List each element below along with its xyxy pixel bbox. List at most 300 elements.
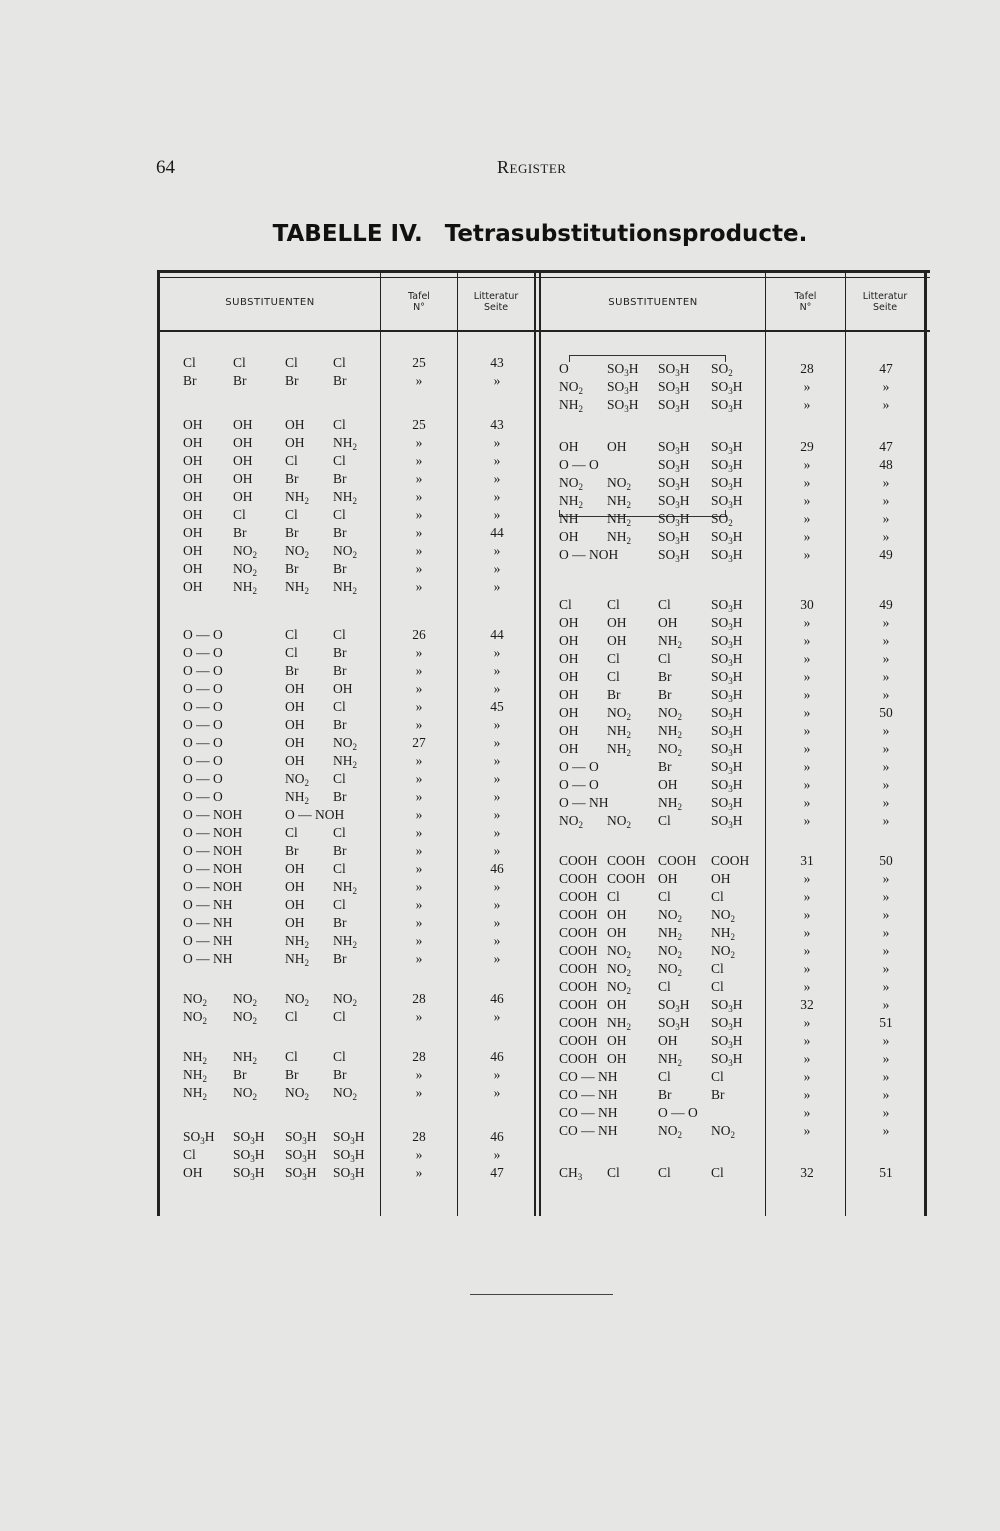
substituent-cell: $NO_2$	[333, 991, 357, 1008]
seite-cell: »	[882, 1087, 890, 1102]
page-number: 64	[156, 157, 175, 178]
seite-cell: »	[493, 471, 501, 486]
substituent-cell: O — O	[658, 1105, 698, 1120]
substituent-cell: O — O	[183, 735, 223, 750]
table-row	[157, 860, 534, 878]
substituent-cell: $SO_3H$	[658, 493, 690, 510]
tafel-cell: »	[415, 681, 423, 696]
substituent-cell: $SO_3H$	[711, 669, 743, 686]
substituent-cell: Cl	[658, 597, 671, 612]
substituent-cell: $NH_2$	[333, 579, 357, 596]
substituent-cell: Br	[333, 645, 347, 660]
substituent-cell: $SO_3H$	[658, 529, 690, 546]
substituent-cell: $NO_2$	[658, 1123, 682, 1140]
substituent-cell: Cl	[183, 1147, 196, 1162]
tafel-cell: »	[803, 529, 811, 544]
table-row	[541, 492, 924, 510]
substituent-cell: Cl	[285, 645, 298, 660]
tafel-cell: 28	[800, 361, 814, 376]
substituent-cell: OH	[233, 435, 253, 450]
left-header-substituenten: SUBSTITUENTEN	[225, 297, 315, 308]
tafel-cell: »	[415, 561, 423, 576]
table-row	[541, 596, 924, 614]
table-row	[541, 996, 924, 1014]
table-row	[157, 734, 534, 752]
substituent-cell: $NO_2$	[607, 813, 631, 830]
left-header-tafel-line1: Tafel	[408, 291, 430, 302]
substituent-cell: O — O	[183, 663, 223, 678]
tafel-cell: »	[803, 615, 811, 630]
substituent-cell: COOH	[559, 1015, 598, 1030]
table-row	[157, 1066, 534, 1084]
table-row	[157, 470, 534, 488]
seite-cell: »	[493, 825, 501, 840]
substituent-cell: COOH	[559, 1051, 598, 1066]
substituent-cell: Br	[285, 525, 299, 540]
substituent-cell: O — NH	[183, 915, 233, 930]
substituent-cell: $SO_3H$	[711, 777, 743, 794]
substituent-cell: $SO_3H$	[183, 1129, 215, 1146]
substituent-cell: Cl	[183, 355, 196, 370]
seite-cell: 51	[879, 1015, 893, 1030]
left-header-tafel-line2: N°	[413, 302, 425, 313]
table-row	[157, 950, 534, 968]
seite-cell: »	[882, 813, 890, 828]
substituent-cell: $SO_3H$	[711, 529, 743, 546]
substituent-cell: $NO_2$	[285, 1085, 309, 1102]
header-top-rule	[157, 277, 930, 278]
tafel-cell: »	[415, 951, 423, 966]
table-row	[157, 506, 534, 524]
substituent-cell: OH	[607, 633, 627, 648]
substituent-cell: COOH	[559, 925, 598, 940]
left-header-litteratur	[458, 291, 534, 313]
table-row	[157, 626, 534, 644]
substituent-cell: $NO_2$	[658, 961, 682, 978]
substituent-cell: O	[559, 361, 569, 376]
substituent-cell: OH	[658, 871, 678, 886]
table-row	[157, 1048, 534, 1066]
tafel-cell: »	[415, 645, 423, 660]
seite-cell: »	[493, 915, 501, 930]
left-header-litt-line2: Seite	[483, 302, 509, 313]
seite-cell: 46	[490, 991, 504, 1006]
substituent-cell: $SO_3H$	[711, 379, 743, 396]
tafel-cell: »	[803, 777, 811, 792]
substituent-cell: Cl	[658, 651, 671, 666]
substituent-cell: $NO_2$	[711, 943, 735, 960]
substituent-cell: O — NH	[183, 933, 233, 948]
tafel-cell: »	[803, 813, 811, 828]
substituent-cell: $NH_2$	[285, 579, 309, 596]
table-row	[541, 1104, 924, 1122]
table-row	[157, 806, 534, 824]
substituent-cell: $NH_2$	[285, 489, 309, 506]
substituent-cell: $NO_2$	[658, 907, 682, 924]
substituent-cell: $NO_2$	[333, 735, 357, 752]
substituent-cell: O — O	[183, 699, 223, 714]
substituent-cell: $NH_2$	[333, 753, 357, 770]
table-row	[157, 662, 534, 680]
table-row	[157, 1164, 534, 1182]
substituent-cell: Cl	[333, 825, 346, 840]
tafel-cell: »	[415, 699, 423, 714]
tafel-cell: »	[803, 723, 811, 738]
substituent-cell: $NH_2$	[607, 1015, 631, 1032]
substituent-cell: Cl	[333, 417, 346, 432]
substituent-cell: O — NH	[183, 951, 233, 966]
substituent-cell: Br	[285, 663, 299, 678]
substituent-cell: O — NOH	[183, 825, 243, 840]
tafel-cell: »	[803, 457, 811, 472]
table-row	[541, 722, 924, 740]
substituent-cell: Br	[233, 1067, 247, 1082]
right-header-tafel	[766, 291, 845, 313]
substituent-cell: CO — NH	[559, 1087, 618, 1102]
seite-cell: 44	[490, 627, 504, 642]
seite-cell: 46	[490, 1129, 504, 1144]
table-row	[157, 770, 534, 788]
substituent-cell: $SO_3H$	[658, 439, 690, 456]
tafel-cell: »	[415, 717, 423, 732]
seite-cell: »	[882, 1051, 890, 1066]
substituent-cell: OH	[233, 453, 253, 468]
substituent-cell: Br	[711, 1087, 725, 1102]
substituent-cell: COOH	[559, 853, 598, 868]
right-row-group	[541, 360, 924, 414]
tafel-cell: 32	[800, 1165, 814, 1180]
substituent-cell: O — O	[183, 771, 223, 786]
substituent-cell: Cl	[607, 1165, 620, 1180]
table-row	[541, 1032, 924, 1050]
substituent-cell: OH	[559, 723, 579, 738]
left-header-tafel	[381, 291, 457, 313]
substituent-cell: $NO_2$	[233, 1085, 257, 1102]
substituent-cell: OH	[183, 561, 203, 576]
substituent-cell: Cl	[285, 627, 298, 642]
substituent-cell: OH	[607, 439, 627, 454]
table-row	[541, 378, 924, 396]
substituent-cell: $SO_3H$	[711, 705, 743, 722]
table-row	[157, 542, 534, 560]
substituent-cell: $SO_3H$	[607, 379, 639, 396]
seite-cell: 47	[879, 439, 893, 454]
table-row	[541, 632, 924, 650]
substituent-cell: Cl	[333, 771, 346, 786]
seite-cell: »	[493, 373, 501, 388]
substituent-cell: $SO_3H$	[333, 1165, 365, 1182]
substituent-cell: Cl	[285, 1009, 298, 1024]
tafel-cell: »	[415, 789, 423, 804]
substituent-cell: COOH	[559, 907, 598, 922]
tafel-cell: »	[803, 795, 811, 810]
substituent-cell: OH	[285, 879, 305, 894]
substituent-cell: Cl	[333, 699, 346, 714]
seite-cell: »	[493, 843, 501, 858]
substituent-cell: $NO_2$	[233, 1009, 257, 1026]
seite-cell: »	[882, 997, 890, 1012]
seite-cell: 49	[879, 547, 893, 562]
substituent-cell: $NO_2$	[607, 961, 631, 978]
tafel-cell: »	[415, 373, 423, 388]
substituent-cell: COOH	[658, 853, 697, 868]
seite-cell: »	[493, 753, 501, 768]
substituent-cell: OH	[559, 669, 579, 684]
tafel-cell: »	[803, 379, 811, 394]
substituent-cell: $NO_2$	[711, 1123, 735, 1140]
substituent-cell: $SO_3H$	[711, 457, 743, 474]
tafel-cell: »	[415, 843, 423, 858]
substituent-cell: CO — NH	[559, 1069, 618, 1084]
substituent-cell: Cl	[658, 1069, 671, 1084]
page-title	[0, 221, 1000, 247]
seite-cell: »	[882, 723, 890, 738]
substituent-cell: Br	[285, 843, 299, 858]
substituent-cell: NH	[559, 511, 579, 526]
substituent-cell: Cl	[285, 453, 298, 468]
table-row	[541, 528, 924, 546]
substituent-cell: Br	[333, 663, 347, 678]
substituent-cell: $NH_2$	[607, 511, 631, 528]
substituent-cell: $SO_3H$	[607, 361, 639, 378]
table-label: TABELLE IV.	[272, 221, 423, 247]
tafel-cell: »	[415, 897, 423, 912]
table-row	[157, 488, 534, 506]
substituent-cell: Cl	[658, 889, 671, 904]
tafel-cell: »	[415, 1009, 423, 1024]
substituent-cell: Cl	[333, 453, 346, 468]
substituent-cell: $NO_2$	[607, 475, 631, 492]
substituent-cell: Br	[333, 717, 347, 732]
substituent-cell: OH	[233, 417, 253, 432]
right-header-tafel-line1: Tafel	[794, 291, 817, 302]
substituent-cell: OH	[285, 417, 305, 432]
seite-cell: »	[882, 979, 890, 994]
tafel-cell: »	[415, 879, 423, 894]
table-row	[541, 1122, 924, 1140]
seite-cell: »	[493, 771, 501, 786]
tafel-cell: »	[415, 579, 423, 594]
substituent-cell: $NO_2$	[559, 379, 583, 396]
substituent-cell: Br	[333, 561, 347, 576]
substituent-cell: Cl	[711, 889, 724, 904]
substituent-cell: O — NOH	[559, 547, 619, 562]
substituent-cell: OH	[285, 897, 305, 912]
table-row	[157, 1084, 534, 1102]
substituent-cell: Br	[285, 471, 299, 486]
seite-cell: »	[493, 579, 501, 594]
seite-cell: »	[493, 663, 501, 678]
substituent-cell: $SO_3H$	[711, 651, 743, 668]
substituent-cell: $NH_2$	[183, 1067, 207, 1084]
seite-cell: »	[882, 889, 890, 904]
substituent-cell: OH	[607, 1051, 627, 1066]
substituent-cell: $SO_3H$	[658, 547, 690, 564]
substituent-cell: $NO_2$	[658, 705, 682, 722]
table-row	[157, 878, 534, 896]
tafel-cell: »	[415, 915, 423, 930]
substituent-cell: OH	[658, 1033, 678, 1048]
seite-cell: »	[882, 379, 890, 394]
substituent-cell: $SO_3H$	[711, 547, 743, 564]
tafel-cell: »	[803, 741, 811, 756]
seite-cell: »	[882, 961, 890, 976]
substituent-cell: $SO_3H$	[711, 687, 743, 704]
table-row	[541, 740, 924, 758]
substituent-cell: $SO_3H$	[233, 1165, 265, 1182]
tafel-cell: 28	[412, 1129, 426, 1144]
substituent-cell: $NO_2$	[559, 813, 583, 830]
tafel-cell: »	[415, 471, 423, 486]
seite-cell: 49	[879, 597, 893, 612]
seite-cell: »	[493, 1085, 501, 1100]
substituent-cell: Cl	[658, 979, 671, 994]
seite-cell: »	[493, 1009, 501, 1024]
seite-cell: »	[493, 789, 501, 804]
substituent-cell: OH	[183, 435, 203, 450]
substituent-cell: COOH	[559, 871, 598, 886]
seite-cell: »	[882, 633, 890, 648]
tafel-cell: 32	[800, 997, 814, 1012]
tafel-cell: »	[803, 907, 811, 922]
substituent-cell: $SO_3H$	[711, 795, 743, 812]
substituent-cell: Cl	[333, 507, 346, 522]
seite-cell: 46	[490, 1049, 504, 1064]
tafel-cell: »	[803, 1123, 811, 1138]
tafel-cell: 30	[800, 597, 814, 612]
table-row	[541, 396, 924, 414]
left-header-litt-line1: Litteratur	[473, 291, 519, 302]
substituent-cell: $NH_2$	[658, 1051, 682, 1068]
substituent-cell: $NO_2$	[183, 991, 207, 1008]
substituent-cell: $NO_2$	[285, 771, 309, 788]
tafel-cell: »	[803, 651, 811, 666]
table-row	[157, 914, 534, 932]
substituent-cell: $NH_2$	[285, 933, 309, 950]
table-row	[157, 434, 534, 452]
substituent-cell: $SO_3H$	[658, 397, 690, 414]
table-row	[541, 1164, 924, 1182]
substituent-cell: Cl	[285, 825, 298, 840]
right-row-group	[541, 852, 924, 1140]
table-row	[541, 812, 924, 830]
substituent-cell: Cl	[711, 1069, 724, 1084]
substituent-cell: Cl	[607, 597, 620, 612]
middle-rule-a	[534, 270, 536, 1216]
tafel-cell: »	[415, 825, 423, 840]
tafel-cell: »	[415, 933, 423, 948]
substituent-cell: Br	[285, 1067, 299, 1082]
table-row	[541, 1050, 924, 1068]
tafel-cell: »	[803, 397, 811, 412]
table-row	[541, 686, 924, 704]
table-row	[541, 924, 924, 942]
table-row	[541, 794, 924, 812]
substituent-cell: O — NOH	[183, 861, 243, 876]
table-row	[157, 560, 534, 578]
tafel-cell: »	[803, 547, 811, 562]
substituent-cell: $NH_2$	[285, 789, 309, 806]
tafel-cell: 25	[412, 355, 426, 370]
substituent-cell: $SO_3H$	[711, 493, 743, 510]
tafel-cell: »	[415, 435, 423, 450]
substituent-cell: OH	[183, 453, 203, 468]
substituent-cell: $SO_3H$	[711, 1015, 743, 1032]
substituent-cell: $SO_3H$	[658, 379, 690, 396]
substituent-cell: OH	[559, 687, 579, 702]
substituent-cell: O — NOH	[183, 879, 243, 894]
table-row	[157, 752, 534, 770]
table-row	[157, 644, 534, 662]
seite-cell: »	[882, 741, 890, 756]
substituent-cell: Br	[333, 471, 347, 486]
substituent-cell: $NH_2$	[285, 951, 309, 968]
substituent-cell: OH	[183, 1165, 203, 1180]
seite-cell: 47	[490, 1165, 504, 1180]
substituent-cell: $NO_2$	[233, 543, 257, 560]
seite-cell: »	[493, 897, 501, 912]
seite-cell: »	[882, 687, 890, 702]
table-row	[541, 614, 924, 632]
substituent-cell: OH	[285, 915, 305, 930]
tafel-cell: »	[415, 771, 423, 786]
substituent-cell: Cl	[658, 813, 671, 828]
substituent-cell: $NH_2$	[607, 493, 631, 510]
left-row-group	[157, 1048, 534, 1102]
seite-cell: »	[493, 507, 501, 522]
substituent-cell: OH	[559, 615, 579, 630]
substituent-cell: $NH_2$	[333, 435, 357, 452]
table-row	[541, 942, 924, 960]
substituent-cell: $SO_3H$	[658, 457, 690, 474]
substituent-cell: Br	[285, 373, 299, 388]
substituent-cell: Br	[658, 1087, 672, 1102]
substituent-cell: $NO_2$	[559, 475, 583, 492]
substituent-cell: OH	[285, 699, 305, 714]
left-row-group	[157, 416, 534, 596]
table-row	[157, 842, 534, 860]
substituent-cell: $NO_2$	[607, 943, 631, 960]
tafel-cell: 28	[412, 1049, 426, 1064]
substituent-cell: $NH_2$	[183, 1049, 207, 1066]
table-row	[541, 474, 924, 492]
substituent-cell: $NH_2$	[607, 723, 631, 740]
left-row-group	[157, 354, 534, 390]
substituent-cell: Cl	[711, 961, 724, 976]
table-row	[157, 896, 534, 914]
substituent-cell: Br	[658, 687, 672, 702]
seite-cell: »	[882, 1033, 890, 1048]
substituent-cell: O — O	[559, 457, 599, 472]
right-header-tafel-line2: N°	[799, 302, 812, 313]
substituent-cell: $NH_2$	[333, 933, 357, 950]
seite-cell: »	[882, 651, 890, 666]
tafel-cell: »	[803, 889, 811, 904]
substituent-cell: OH	[285, 435, 305, 450]
substituent-cell: $SO_3H$	[711, 997, 743, 1014]
substituent-cell: $SO_2$	[711, 361, 733, 378]
seite-cell: »	[882, 511, 890, 526]
tafel-cell: 28	[412, 991, 426, 1006]
tafel-cell: 26	[412, 627, 426, 642]
running-head: Register	[497, 157, 567, 177]
substituent-cell: $NH_2$	[333, 489, 357, 506]
seite-cell: »	[882, 777, 890, 792]
substituent-cell: OH	[285, 753, 305, 768]
substituent-cell: $NH_2$	[658, 633, 682, 650]
tafel-cell: »	[803, 705, 811, 720]
substituent-cell: OH	[607, 925, 627, 940]
